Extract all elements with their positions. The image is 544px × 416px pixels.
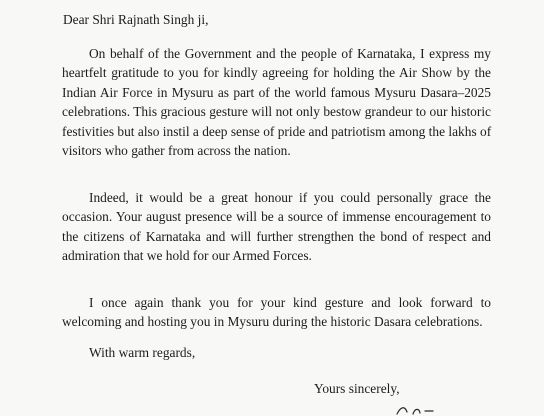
paragraph-invitation: [62, 188, 491, 266]
paragraph-line: On behalf of the Government and the people of Karnataka, I express my: [89, 46, 491, 61]
paragraph-gratitude: [62, 44, 491, 160]
paragraph-line: admiration that we hold for our Armed Forces.: [62, 248, 312, 264]
signature-mark: [395, 402, 435, 416]
paragraph-line: the citizens of Karnataka and will further strengthen the bond of respect and: [62, 228, 491, 244]
closing: With warm regards,: [89, 345, 196, 360]
signoff: Yours sincerely,: [314, 381, 400, 396]
paragraph-line: festivities but also instil a deep sense of pride and patriotism among the lakhs of: [62, 123, 492, 139]
paragraph-line: Indian Air Force in Mysuru as part of the world famous Mysuru Dasara–2025: [62, 84, 491, 100]
paragraph-line: I once again thank you for your kind gesture and look forward to: [89, 295, 491, 310]
paragraph-line: heartfelt gratitude to you for kindly agreeing for holding the Air Show by the: [62, 65, 491, 81]
paragraph-line: visitors who gather from across the nation.: [62, 143, 291, 159]
paragraph-line: celebrations. This gracious gesture will not only bestow grandeur to our historic: [62, 104, 491, 120]
paragraph-line: welcoming and hosting you in Mysuru during the historic Dasara celebrations.: [62, 314, 483, 330]
paragraph-thanks: [62, 293, 491, 332]
paragraph-line: Indeed, it would be a great honour if you could personally grace the: [89, 190, 491, 205]
paragraph-line: occasion. Your august presence will be a source of immense encouragement to: [62, 209, 491, 225]
salutation: Dear Shri Rajnath Singh ji,: [63, 12, 209, 27]
